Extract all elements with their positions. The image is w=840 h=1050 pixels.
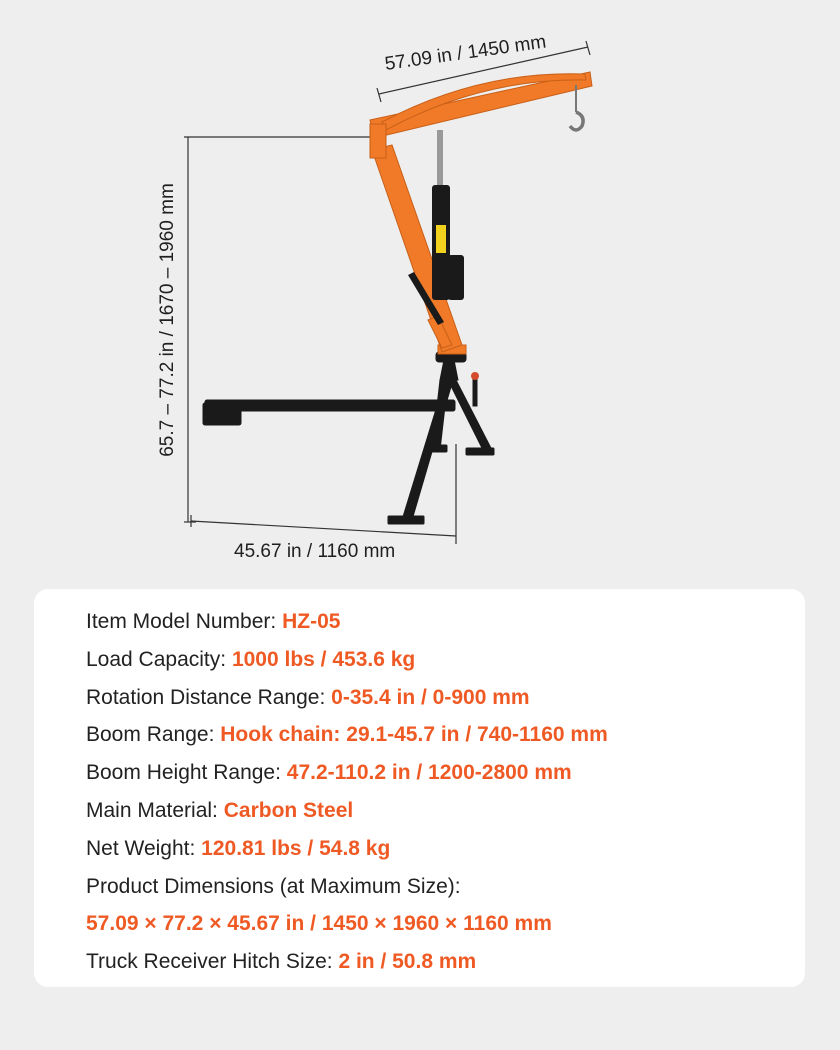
spec-value: 57.09 × 77.2 × 45.67 in / 1450 × 1960 × 1160 mm: [86, 912, 552, 936]
spec-label: Net Weight:: [86, 836, 202, 860]
base-width-label: 45.67 in / 1160 mm: [234, 541, 396, 562]
spec-item-product-dimensions-value: [86, 905, 608, 943]
boom-length-label: 57.09 in / 1450 mm: [383, 31, 548, 75]
spec-value: 47.2-110.2 in / 1200-2800 mm: [286, 761, 572, 785]
spec-value: Hook chain: 29.1-45.7 in / 740-1160 mm: [220, 723, 608, 747]
spec-item-model-number: [86, 603, 608, 641]
spec-label: Product Dimensions (at Maximum Size):: [86, 874, 461, 898]
spec-value: HZ-05: [282, 610, 341, 633]
spec-label: Main Material:: [86, 798, 224, 822]
hook: [570, 112, 583, 130]
spec-item-boom-range: [86, 716, 608, 754]
pump-unit: [448, 255, 464, 300]
spec-label: Rotation Distance Range:: [86, 685, 332, 709]
spec-value: 0-35.4 in / 0-900 mm: [331, 685, 530, 709]
cylinder-rod: [437, 130, 443, 190]
lock-handle: [473, 378, 477, 406]
spec-label: Boom Range:: [86, 723, 221, 747]
spec-item-boom-height: [86, 754, 608, 792]
spec-value: Carbon Steel: [223, 798, 354, 822]
spec-item-net-weight: [86, 830, 608, 868]
hitch-receiver-bar: [203, 403, 241, 425]
horizontal-leg: [205, 400, 455, 411]
base-legs: [203, 352, 494, 524]
spec-item-hitch-size: [86, 943, 608, 981]
spec-item-main-material: [86, 792, 608, 830]
foot-plate-right: [466, 448, 494, 455]
height-label: 65.7 – 77.2 in / 1670 – 1960 mm: [157, 183, 178, 457]
foot-plate-back: [425, 445, 447, 452]
hook-assembly: [570, 85, 583, 130]
spec-item-load-capacity: [86, 641, 608, 679]
spec-card: [34, 589, 805, 987]
boom-joint: [370, 124, 386, 158]
spec-label: Item Model Number:: [86, 610, 283, 633]
spec-value: 2 in / 50.8 mm: [338, 950, 477, 974]
spec-item-rotation-distance: [86, 679, 608, 717]
warning-label: [436, 225, 446, 253]
spec-label: Load Capacity:: [86, 647, 232, 671]
foot-plate-front: [388, 516, 424, 524]
spec-list: [86, 603, 608, 981]
spec-item-product-dimensions-label: [86, 868, 608, 906]
boom: [370, 72, 592, 138]
spec-value: 120.81 lbs / 54.8 kg: [201, 836, 391, 860]
lock-knob: [471, 372, 479, 380]
right-leg: [448, 380, 492, 452]
spec-label: Truck Receiver Hitch Size:: [86, 950, 339, 974]
spec-value: 1000 lbs / 453.6 kg: [231, 647, 416, 671]
post-top: [440, 360, 458, 380]
spec-label: Boom Height Range:: [86, 761, 287, 785]
crane-body: [370, 72, 592, 354]
